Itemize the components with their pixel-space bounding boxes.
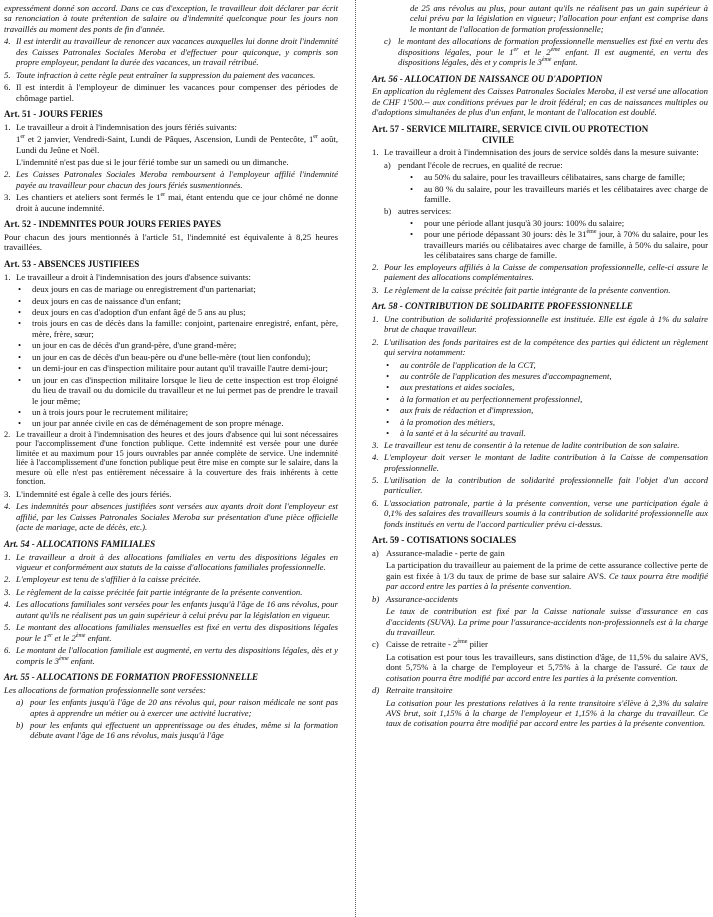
art58-bullet: • à la promotion des métiers, <box>386 416 495 427</box>
art58-bullet: • au contrôle de l'application des mesures d'accompagnement, <box>386 371 612 381</box>
art55-item-a: a) pour les enfants jusqu'à l'âge de 20 ans révolus qui, pour raison médicale ne sont pas aptes à apprendre un métier ou à exercer une activité lucrative; <box>16 697 338 718</box>
art53-title: Art. 53 - ABSENCES JUSTIFIEES <box>4 258 140 269</box>
art57-item-2: 2. Pour les employeurs affiliés à la Caisse de compensation professionnelle, celle-ci assure le paiement des allocations complémentaires. <box>372 261 708 283</box>
bullet-icon: • <box>386 405 390 416</box>
art57-b-bullet-2: • pour une période dépassant 30 jours: dès le 31ème jour, à 70% du salaire, pour les travailleurs mariés ou célibataires avec charge de famille, à 50% du salaire, pour les célibataires sans charge de famille. <box>410 229 708 261</box>
art59-item-d: d) Retraite transitoire <box>372 685 453 696</box>
bullet-icon: • <box>386 371 390 381</box>
art53-bullet: • un demi-jour en cas d'inspection militaire pour autant qu'il travaille l'autre demi-jour; <box>18 363 328 374</box>
art53-item-3: 3. L'indemnité est égale à celle des jours fériés. <box>4 489 172 500</box>
art55-title: Art. 55 - ALLOCATIONS DE FORMATION PROFESSIONNELLE <box>4 671 258 682</box>
bullet-icon: • <box>386 416 390 427</box>
art55-item-c: c) le montant des allocations de formation professionnelle mensuelles est fixé en vertu des dispositions légales, pour le 1er et le 2ème enfant. Il est augmenté, en vertu des dispositions légales, dès et y compris le 3ème enfant. <box>384 36 708 68</box>
art58-bullet: • à la santé et à la sécurité au travail. <box>386 428 526 439</box>
bullet-icon: • <box>18 284 22 295</box>
art54-title: Art. 54 - ALLOCATIONS FAMILIALES <box>4 538 156 549</box>
art53-item-2: 2. Le travailleur a droit à l'indemnisation des heures et des jours d'absence qui lui sont nécessaires pour l'accomplissement d'une fonction publique. Cette indemnité est versée pour une durée limitée et au maximum pour 15 jours ouvrables par année complète de service. Une indemnité liée à l'accomplissement d'une fonction publique peut être mise en compte sur le salaire, dans la mesure où elle n'est pas entièrement nécessaire à la couverture des frais inhérents à cette fonction. <box>4 429 338 487</box>
art52-title: Art. 52 - INDEMNITES POUR JOURS FERIES PAYES <box>4 219 222 230</box>
art51-weekend-note: L'indemnité n'est pas due si le jour férié tombe sur un samedi ou un dimanche. <box>16 157 289 168</box>
art55-item-b-continued: de 25 ans révolus au plus, pour autant qu'ils ne réalisent pas un gain supérieur à celui prévu par la législation en vigueur; l'allocation pour enfant est comprise dans le montant de l'allocation de formation professionnelle; <box>410 3 708 34</box>
art53-item-1: 1. Le travailleur a droit à l'indemnisation des jours d'absence suivants: <box>4 271 251 282</box>
art53-bullet: • deux jours en cas d'adoption d'un enfant âgé de 5 ans au plus; <box>18 307 246 318</box>
art56-title: Art. 56 - ALLOCATION DE NAISSANCE OU D'ADOPTION <box>372 73 603 84</box>
bullet-icon: • <box>18 363 22 374</box>
art59-a-text: La participation du travailleur au paiement de la prime de cette assurance collective perte de gain est fixée à 1/3 du taux de prime de base sur salaire AVS. Ce taux pourra être modifié par accord entre les parties à la présente convention. <box>386 560 708 592</box>
art57-item-1: 1. Le travailleur a droit à l'indemnisation des jours de service soldés dans la mesure suivante: <box>372 147 699 158</box>
art59-c-text: La cotisation est pour tous les travailleurs, sans distinction d'âge, de 11,5% du salaire AVS, dont 5,75% à la charge de l'employeur et 5,75% à la charge de l'assuré. Ce taux de cotisation pourra être modifié par accord entre les parties à la présente convention. <box>386 651 709 683</box>
bullet-icon: • <box>18 374 22 385</box>
art55-item-b: b) pour les enfants qui effectuent un apprentissage ou des études, même si la formation débute avant l'âge de 16 ans révolus, mais jusqu'à l'âge <box>16 720 338 741</box>
art59-d-text: La cotisation pour les prestations relatives à la rente transitoire s'élève à 2,3% du salaire AVS brut, soit 1,15% à la charge de l'employeur et 1,15% à la charge du travailleur. Ce taux de cotisation pourra être modifié par accord entre les parties à la présente convention. <box>386 697 708 729</box>
art59-item-c: c) Caisse de retraite - 2ème pilier <box>372 639 488 650</box>
art57-title: Art. 57 - SERVICE MILITAIRE, SERVICE CIVIL OU PROTECTION CIVILE <box>372 123 649 145</box>
art53-bullet: • un jour par année civile en cas de déménagement de son propre ménage. <box>18 418 284 429</box>
art57-b-bullet-1: • pour une période allant jusqu'à 30 jours: 100% du salaire; <box>410 217 625 228</box>
art58-bullet: • à la formation et au perfectionnement professionnel, <box>386 393 583 404</box>
intro-item-4: 4. Il est interdit au travailleur de renoncer aux vacances auxquelles lui donne droit l'indemnité des Caisses Patronales Sociales Meroba et d'effectuer pour quiconque, y compris son propre employeur, pendant la durée des vacances, un travail rétribué. <box>4 36 338 68</box>
art57-item-b: b) autres services: <box>384 205 452 216</box>
art59-title: Art. 59 - COTISATIONS SOCIALES <box>372 535 517 546</box>
bullet-icon: • <box>18 340 22 351</box>
art52-text: Pour chacun des jours mentionnés à l'article 51, l'indemnité est équivalente à 8,25 heures travaillées. <box>4 232 338 253</box>
art53-bullet: • un jour en cas de décès d'un grand-père, d'une grand-mère; <box>18 340 237 351</box>
art59-b-text: Le taux de contribution est fixé par la Caisse nationale suisse d'assurance en cas d'accidents (SUVA). La prime pour l'assurance-accidents non-professionnels est à la charge du travailleur. <box>386 606 708 637</box>
art58-item-5: 5. L'utilisation de la contribution de solidarité professionnelle fait l'objet d'un accord particulier. <box>372 474 708 496</box>
art59-item-a: a) Assurance-maladie - perte de gain <box>372 547 505 558</box>
bullet-icon: • <box>386 359 390 370</box>
art56-text: En application du règlement des Caisses Patronales Sociales Meroba, il est versé une allocation de CHF 1'500.-- aux conditions prévues par le droit fédéral; en cas de naissances multiples ou d'adoptions simultanées de plus d'un enfant, le montant de l'allocation est doublé. <box>372 86 708 118</box>
intro-item-5: 5. Toute infraction à cette règle peut entraîner la suppression du paiement des vacances. <box>4 69 316 80</box>
art58-bullet: • aux frais de rédaction et d'impression, <box>386 405 534 416</box>
art54-item-6: 6. Le montant de l'allocation familiale est augmenté, en vertu des dispositions légales, dès et y compris le 3ème enfant. <box>4 645 338 666</box>
bullet-icon: • <box>18 406 22 417</box>
art51-item-2: 2. Les Caisses Patronales Sociales Meroba remboursent à l'employeur affilié l'indemnité payée au travailleur pour chacun des jours fériés susmentionnés. <box>4 169 338 190</box>
art58-bullet: • au contrôle de l'application de la CCT, <box>386 359 536 370</box>
bullet-icon: • <box>386 428 390 439</box>
art58-title: Art. 58 - CONTRIBUTION DE SOLIDARITE PROFESSIONNELLE <box>372 301 633 312</box>
left-column <box>4 2 338 743</box>
art57-item-3: 3. Le règlement de la caisse précitée fait partie intégrante de la présente convention. <box>372 284 671 295</box>
right-column <box>372 2 708 731</box>
art57-a-bullet-1: • au 50% du salaire, pour les travailleurs célibataires, sans charge de famille; <box>410 172 686 183</box>
bullet-icon: • <box>18 418 22 429</box>
intro-continuation: expressément donné son accord. Dans ce cas d'exception, le travailleur doit déclarer par écrit sa renonciation à toute prétention de salaire ou d'indemnité quelconque pour les jours non travaillés au moment des ponts de fin d'année. <box>4 3 338 34</box>
art59-item-b: b) Assurance-accidents <box>372 593 458 604</box>
art54-item: 4. Les allocations familiales sont versées pour les enfants jusqu'à l'âge de 16 ans révolus, pour autant qu'ils ne réalisent pas un gain supérieur à celui prévu par la législation en vigueur. <box>4 599 338 620</box>
art53-item-4: 4. Les indemnités pour absences justifiées sont versées aux ayants droit dont l'employeur est affilié, par les Caisses Patronales Sociales Meroba sur présentation d'une pièce officielle (acte de mariage, acte de décès, etc.). <box>4 501 338 533</box>
art51-item-3: 3. Les chantiers et ateliers sont fermés le 1er mai, étant entendu que ce jour chômé ne donne droit à aucune indemnité. <box>4 192 339 213</box>
bullet-icon: • <box>18 318 22 329</box>
bullet-icon: • <box>18 351 22 362</box>
art54-item-list <box>4 552 338 621</box>
art58-bullet: • aux prestations et aides sociales, <box>386 382 515 393</box>
art55-intro: Les allocations de formation professionnelle sont versées: <box>4 684 206 695</box>
art54-item-5: 5. Le montant des allocations familiales mensuelles est fixé en vertu des dispositions légales pour le 1er et le 2ème enfant. <box>4 622 338 643</box>
art51-item-1: 1. Le travailleur a droit à l'indemnisation des jours fériés suivants: <box>4 121 237 132</box>
art58-item-6: 6. L'association patronale, partie à la présente convention, verse une participation égale à 0,1% des salaires des travailleurs soumis à la contribution de solidarité professionnelle aux fonds institués en vertu de l'accord particulier prévu ci-dessus. <box>372 497 708 529</box>
art53-bullet-list <box>4 284 338 429</box>
art51-days: 1er et 2 janvier, Vendredi-Saint, Lundi de Pâques, Ascension, Lundi de Pentecôte, 1er août, Lundi du Jeûne et Noël. <box>16 134 338 155</box>
art57-a-bullet-2: • au 80 % du salaire, pour les travailleurs mariés et les célibataires avec charge de famille. <box>410 183 708 205</box>
art57-item-a: a) pendant l'école de recrues, en qualité de recrue: <box>384 159 563 170</box>
art58-item-3: 3. Le travailleur est tenu de consentir à la retenue de ladite contribution de son salaire. <box>372 439 680 450</box>
art58-item-2: 2. L'utilisation des fonds paritaires est de la compétence des parties qui édictent un règlement qui servira notamment: <box>372 336 708 358</box>
art58-bullet-list <box>372 360 708 439</box>
intro-item-6: 6. Il est interdit à l'employeur de diminuer les vacances pour compenser des périodes de chômage partiel. <box>4 82 338 103</box>
bullet-icon: • <box>386 393 390 404</box>
art53-bullet: • un à trois jours pour le recrutement militaire; <box>18 406 189 417</box>
art54-item: 3. Le règlement de la caisse précitée fait partie intégrante de la présente convention. <box>4 586 303 597</box>
bullet-icon: • <box>386 382 390 393</box>
art58-item-4: 4. L'employeur doit verser le montant de ladite contribution à la Caisse de compensation professionnelle. <box>372 452 708 473</box>
art53-bullet: • deux jours en cas de mariage ou enregistrement d'un partenariat; <box>18 284 256 295</box>
column-divider <box>355 0 356 917</box>
art53-bullet: • trois jours en cas de décès dans la famille: conjoint, partenaire enregistré, enfant, père, mère, frère, sœur; <box>18 318 338 339</box>
art54-item: 1. Le travailleur a droit à des allocations familiales en vertu des dispositions légales en vigueur et conformément aux statuts de la caisse d'allocations familiales professionnelle. <box>4 551 338 572</box>
art58-item-1: 1. Une contribution de solidarité professionnelle est instituée. Elle est égale à 1% du salaire brut de chaque travailleur. <box>372 313 708 335</box>
bullet-icon: • <box>18 295 22 306</box>
art54-item: 2. L'employeur est tenu de s'affilier à la caisse précitée. <box>4 574 201 585</box>
art51-title: Art. 51 - JOURS FERIES <box>4 108 103 119</box>
bullet-icon: • <box>18 307 22 318</box>
art53-bullet: • un jour en cas de décès d'un beau-père ou d'une belle-mère (tout lien confondu); <box>18 351 311 362</box>
art53-bullet: • un jour en cas d'inspection militaire lorsque le lieu de cette inspection est trop éloigné du lieu de travail ou du domicile du travailleur et ne lui permet pas de prendre le travail le jour même; <box>18 374 338 406</box>
art53-bullet: • deux jours en cas de naissance d'un enfant; <box>18 295 181 306</box>
